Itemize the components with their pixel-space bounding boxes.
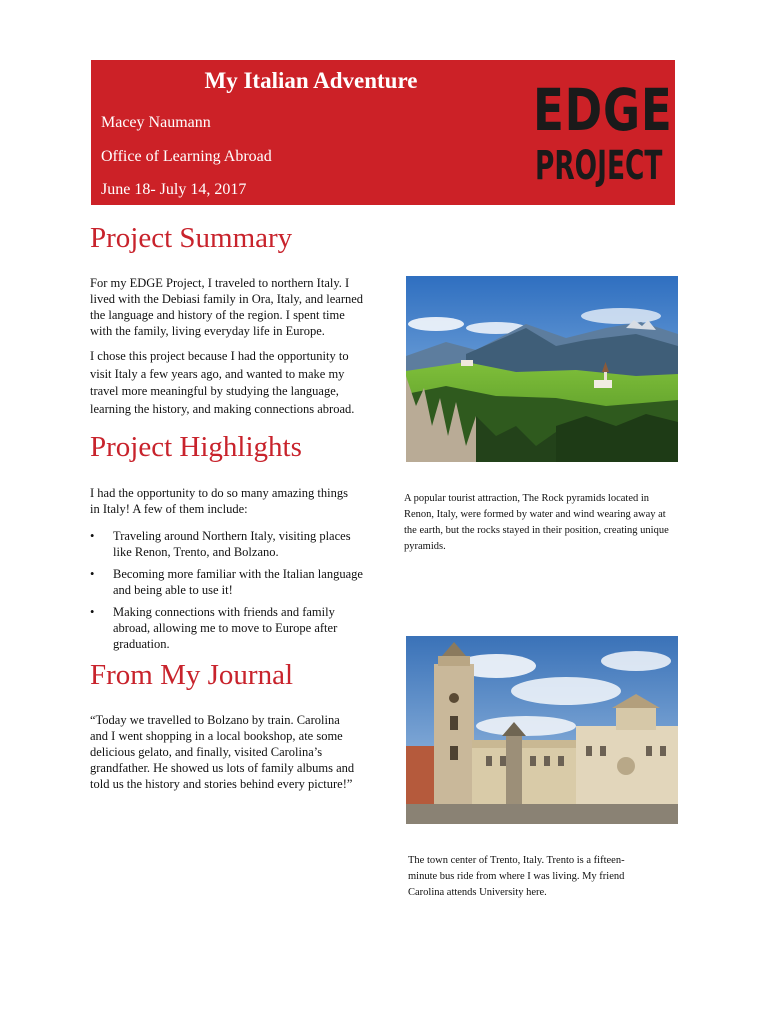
trento-square-photo [406,636,678,824]
summary-paragraph-2: I chose this project because I had the opportunity to visit Italy a few years ago, and wanted to make my travel more meaningful by studying the language, learning the history, and making connections abroad. [90,349,355,416]
logo-edge-text: EDGE [533,76,673,144]
author-name: Macey Naumann [101,114,211,131]
list-item [90,604,365,652]
highlights-intro: I had the opportunity to do so many amazing things in Italy! A few of them include: [90,486,348,516]
bullet-icon: • [90,605,95,619]
bullet-icon: • [90,567,95,581]
summary-paragraph-1: For my EDGE Project, I traveled to northern Italy. I lived with the Debiasi family in Ora, Italy, and learned the language and history of the region. I spent time with the family, living everyday life in Europe. [90,276,364,338]
header-banner [91,60,675,205]
highlights-heading: Project Highlights [90,431,302,463]
trento-photo-caption: The town center of Trento, Italy. Trento is a fifteen-minute bus ride from where I was living. My friend Carolina attends University here. [408,855,625,898]
renon-landscape-image [406,276,678,462]
trento-square-image [406,636,678,824]
renon-landscape-photo [406,276,678,462]
edge-project-logo [533,76,673,194]
bullet-icon: • [90,529,95,543]
list-item [90,528,365,560]
renon-photo-caption: A popular tourist attraction, The Rock pyramids located in Renon, Italy, were formed by water and wind wearing away at the earth, but the rocks stayed in their position, creating unique pyramids. [404,493,669,552]
trip-dates: June 18- July 14, 2017 [101,181,247,198]
list-item-text: Becoming more familiar with the Italian language and being able to use it! [113,567,363,597]
list-item-text: Traveling around Northern Italy, visiting places like Renon, Trento, and Bolzano. [113,529,351,559]
highlights-list [90,528,365,658]
summary-heading: Project Summary [90,222,293,254]
list-item [90,566,365,598]
journal-heading: From My Journal [90,659,293,691]
journal-quote: “Today we travelled to Bolzano by train. Carolina and I went shopping in a local bookshop, ate some delicious gelato, and finally, visited Carolina’s grandfather. He showed us lots of family albums and told us the history and stories behind every picture!” [90,713,355,791]
office-name: Office of Learning Abroad [101,148,272,165]
list-item-text: Making connections with friends and family abroad, allowing me to move to Europe after graduation. [113,605,338,651]
page-title: My Italian Adventure [204,68,418,93]
logo-project-text: PROJECT [535,143,663,189]
